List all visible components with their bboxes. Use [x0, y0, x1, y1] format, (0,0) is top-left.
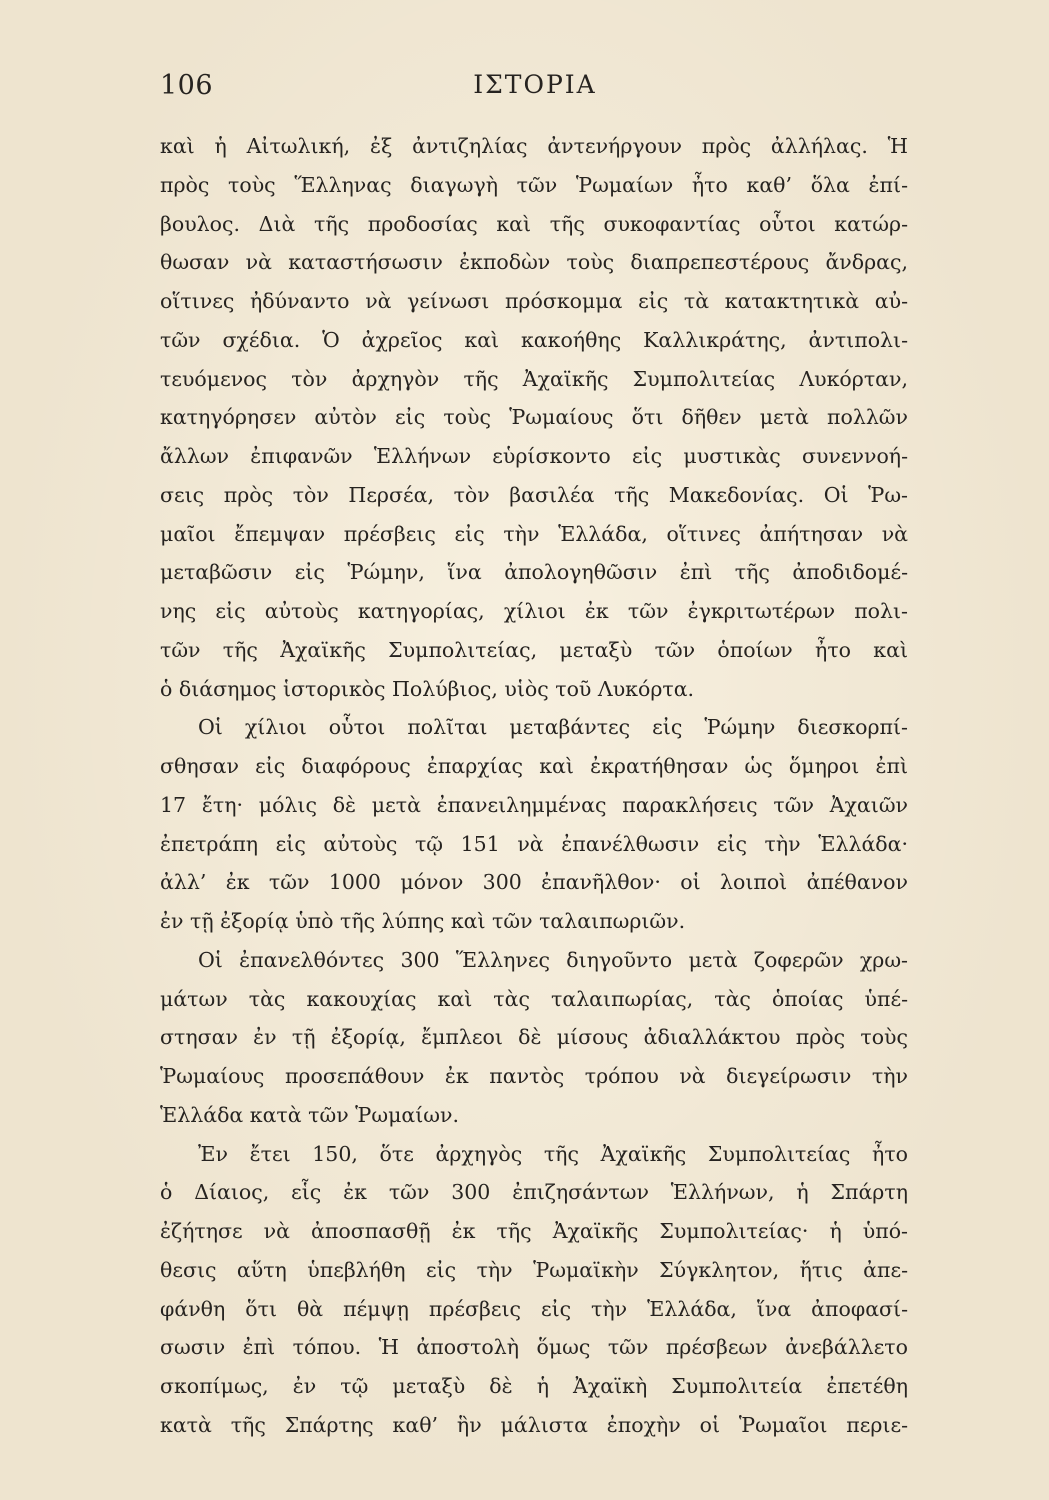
- text-line: ὁ διάσημος ἱστορικὸς Πολύβιος, υἱὸς τοῦ Λυκόρτα.: [160, 676, 695, 701]
- text-line: τευόμενος τὸν ἀρχηγὸν τῆς Ἀχαϊκῆς Συμπολιτείας Λυκόρταν,: [160, 366, 908, 391]
- page-number: 106: [160, 70, 214, 101]
- text-line: κατηγόρησεν αὐτὸν εἰς τοὺς Ῥωμαίους ὅτι δῆθεν μετὰ πολλῶν: [160, 405, 908, 430]
- text-line: Ῥωμαίους προσεπάθουν ἐκ παντὸς τρόπου νὰ διεγείρωσιν τὴν: [160, 1064, 908, 1088]
- text-line: κατὰ τῆς Σπάρτης καθ’ ἣν μάλιστα ἐποχὴν οἱ Ῥωμαῖοι περιε-: [160, 1412, 908, 1437]
- text-line: τῶν σχέδια. Ὁ ἀχρεῖος καὶ κακοήθης Καλλικράτης, ἀντιπολι-: [160, 327, 908, 352]
- text-line: σθησαν εἰς διαφόρους ἐπαρχίας καὶ ἐκρατήθησαν ὡς ὅμηροι ἐπὶ: [160, 754, 908, 778]
- text-line: σκοπίμως, ἐν τῷ μεταξὺ δὲ ἡ Ἀχαϊκὴ Συμπολιτεία ἐπετέθη: [160, 1374, 908, 1398]
- text-line: ἐπετράπη εἰς αὐτοὺς τῷ 151 νὰ ἐπανέλθωσιν εἰς τὴν Ἑλλάδα·: [160, 831, 908, 856]
- text-line: θωσαν νὰ καταστήσωσιν ἐκποδὼν τοὺς διαπρεπεστέρους ἄνδρας,: [160, 250, 908, 275]
- text-line: οἵτινες ἠδύναντο νὰ γείνωσι πρόσκομμα εἰς τὰ κατακτητικὰ αὐ-: [160, 289, 908, 313]
- text-line: Οἱ ἐπανελθόντες 300 Ἕλληνες διηγοῦντο μετὰ ζοφερῶν χρω-: [198, 947, 908, 972]
- text-line: ὁ Δίαιος, εἷς ἐκ τῶν 300 ἐπιζησάντων Ἑλλήνων, ἡ Σπάρτη: [160, 1180, 908, 1205]
- text-line: θεσις αὕτη ὑπεβλήθη εἰς τὴν Ῥωμαϊκὴν Σύγκλητον, ἥτις ἀπε-: [160, 1257, 908, 1282]
- body-text: [160, 127, 908, 1445]
- text-line: πρὸς τοὺς Ἕλληνας διαγωγὴ τῶν Ῥωμαίων ἦτο καθ’ ὅλα ἐπί-: [160, 172, 908, 197]
- text-line: Οἱ χίλιοι οὗτοι πολῖται μεταβάντες εἰς Ῥώμην διεσκορπί-: [198, 715, 908, 740]
- page-header: [160, 70, 910, 110]
- text-line: νης εἰς αὐτοὺς κατηγορίας, χίλιοι ἐκ τῶν ἐγκριτωτέρων πολι-: [160, 599, 908, 623]
- running-title: ΙΣΤΟΡΙΑ: [473, 70, 597, 99]
- text-line: Ἐν ἔτει 150, ὅτε ἀρχηγὸς τῆς Ἀχαϊκῆς Συμπολιτείας ἦτο: [198, 1141, 908, 1166]
- text-line: ἐν τῇ ἐξορίᾳ ὑπὸ τῆς λύπης καὶ τῶν ταλαιπωριῶν.: [160, 909, 686, 933]
- text-line: βουλος. Διὰ τῆς προδοσίας καὶ τῆς συκοφαντίας οὗτοι κατώρ-: [160, 211, 908, 236]
- text-line: Ἑλλάδα κατὰ τῶν Ῥωμαίων.: [160, 1102, 459, 1127]
- text-line: 17 ἔτη· μόλις δὲ μετὰ ἐπανειλημμένας παρακλήσεις τῶν Ἀχαιῶν: [160, 792, 908, 817]
- text-line: σεις πρὸς τὸν Περσέα, τὸν βασιλέα τῆς Μακεδονίας. Οἱ Ῥω-: [160, 482, 908, 507]
- text-line: τῶν τῆς Ἀχαϊκῆς Συμπολιτείας, μεταξὺ τῶν ὁποίων ἦτο καὶ: [160, 637, 908, 662]
- text-line: μεταβῶσιν εἰς Ῥώμην, ἵνα ἀπολογηθῶσιν ἐπὶ τῆς ἀποδιδομέ-: [160, 560, 908, 585]
- text-line: ἄλλων ἐπιφανῶν Ἑλλήνων εὑρίσκοντο εἰς μυστικὰς συνεννοή-: [160, 444, 908, 468]
- text-line: καὶ ἡ Αἰτωλική, ἐξ ἀντιζηλίας ἀντενήργουν πρὸς ἀλλήλας. Ἡ: [160, 134, 908, 158]
- text-line: μάτων τὰς κακουχίας καὶ τὰς ταλαιπωρίας, τὰς ὁποίας ὑπέ-: [160, 986, 908, 1011]
- text-line: φάνθη ὅτι θὰ πέμψῃ πρέσβεις εἰς τὴν Ἑλλάδα, ἵνα ἀποφασί-: [160, 1296, 908, 1321]
- text-line: μαῖοι ἔπεμψαν πρέσβεις εἰς τὴν Ἑλλάδα, οἵτινες ἀπήτησαν νὰ: [160, 521, 908, 546]
- text-line: στησαν ἐν τῇ ἐξορίᾳ, ἔμπλεοι δὲ μίσους ἀδιαλλάκτου πρὸς τοὺς: [160, 1025, 908, 1050]
- text-line: σωσιν ἐπὶ τόπου. Ἡ ἀποστολὴ ὅμως τῶν πρέσβεων ἀνεβάλλετο: [160, 1335, 908, 1360]
- text-line: ἐζήτησε νὰ ἀποσπασθῇ ἐκ τῆς Ἀχαϊκῆς Συμπολιτείας· ἡ ὑπό-: [160, 1219, 908, 1243]
- text-line: ἀλλ’ ἐκ τῶν 1000 μόνον 300 ἐπανῆλθον· οἱ λοιποὶ ἀπέθανον: [160, 870, 908, 895]
